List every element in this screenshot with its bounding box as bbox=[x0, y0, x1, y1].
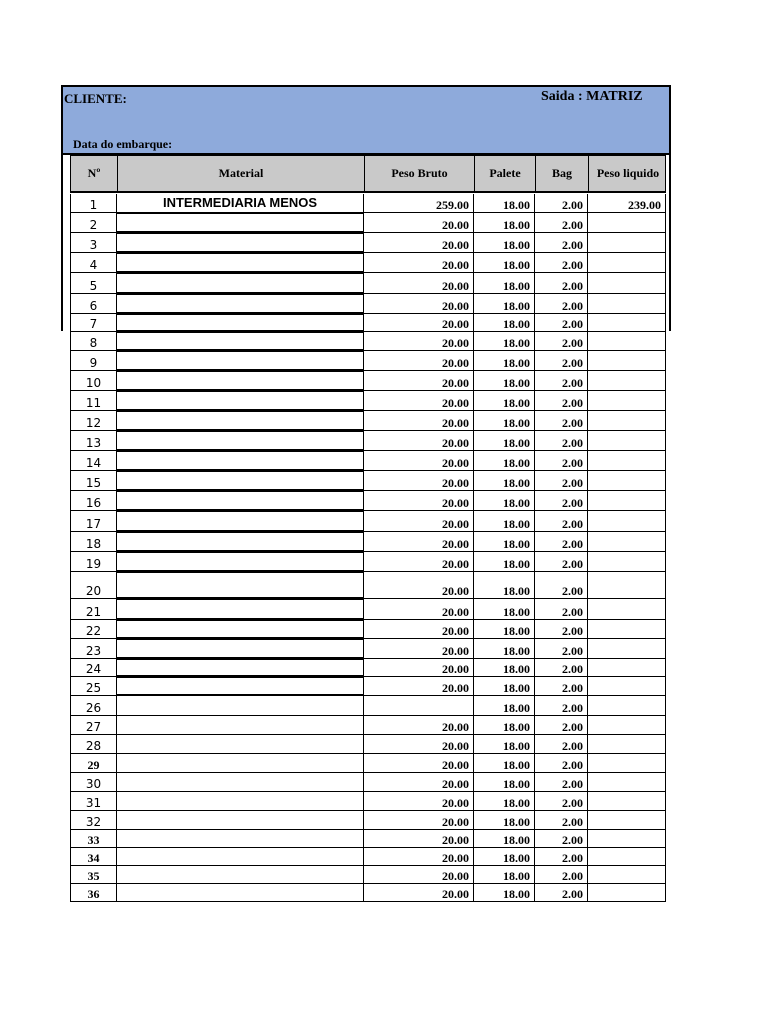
palete-cell[interactable]: 18.00 bbox=[474, 773, 535, 791]
material-cell[interactable] bbox=[117, 884, 364, 901]
bag-cell[interactable]: 2.00 bbox=[535, 391, 588, 410]
bag-cell[interactable]: 2.00 bbox=[535, 294, 588, 313]
peso-liquido-cell[interactable] bbox=[588, 491, 666, 510]
bag-cell[interactable]: 2.00 bbox=[535, 314, 588, 331]
material-cell[interactable] bbox=[117, 332, 364, 350]
row-number: 18 bbox=[70, 532, 117, 551]
bag-cell[interactable]: 2.00 bbox=[535, 194, 588, 212]
row-number: 34 bbox=[70, 848, 117, 865]
peso-liquido-cell[interactable] bbox=[588, 696, 666, 715]
material-cell[interactable] bbox=[117, 639, 364, 658]
palete-cell[interactable]: 18.00 bbox=[474, 233, 535, 252]
row-number: 32 bbox=[70, 811, 117, 829]
bag-cell[interactable]: 2.00 bbox=[535, 213, 588, 232]
palete-cell[interactable]: 18.00 bbox=[474, 491, 535, 510]
row-number: 9 bbox=[70, 351, 117, 370]
bag-cell[interactable]: 2.00 bbox=[535, 351, 588, 370]
peso-liquido-cell[interactable] bbox=[588, 511, 666, 531]
peso-liquido-cell[interactable] bbox=[588, 332, 666, 350]
peso-liquido-cell[interactable] bbox=[588, 677, 666, 695]
table-row bbox=[70, 194, 666, 213]
peso-liquido-cell[interactable] bbox=[588, 792, 666, 810]
material-cell[interactable] bbox=[117, 371, 364, 390]
peso-liquido-cell[interactable] bbox=[588, 884, 666, 901]
peso-liquido-cell[interactable] bbox=[588, 351, 666, 370]
table-row bbox=[70, 659, 666, 677]
material-cell[interactable] bbox=[117, 848, 364, 865]
table-header bbox=[70, 155, 666, 193]
table-row bbox=[70, 639, 666, 659]
material-cell[interactable] bbox=[117, 811, 364, 829]
peso-liquido-cell[interactable] bbox=[588, 273, 666, 293]
peso-bruto-cell[interactable]: 20.00 bbox=[364, 332, 474, 350]
table-row bbox=[70, 552, 666, 572]
row-number: 25 bbox=[70, 677, 117, 695]
peso-liquido-cell[interactable] bbox=[588, 371, 666, 390]
bag-cell[interactable]: 2.00 bbox=[535, 848, 588, 865]
peso-bruto-cell[interactable]: 20.00 bbox=[364, 773, 474, 791]
bag-cell[interactable]: 2.00 bbox=[535, 830, 588, 847]
bag-cell[interactable]: 2.00 bbox=[535, 471, 588, 490]
palete-cell[interactable]: 18.00 bbox=[474, 620, 535, 638]
bag-cell[interactable]: 2.00 bbox=[535, 696, 588, 715]
row-number: 13 bbox=[70, 431, 117, 450]
material-cell[interactable]: INTERMEDIARIA MENOS bbox=[117, 194, 364, 212]
peso-bruto-cell[interactable]: 20.00 bbox=[364, 451, 474, 470]
material-cell[interactable] bbox=[117, 716, 364, 734]
palete-cell[interactable]: 18.00 bbox=[474, 848, 535, 865]
peso-bruto-cell[interactable]: 20.00 bbox=[364, 792, 474, 810]
table-row bbox=[70, 735, 666, 754]
material-cell[interactable] bbox=[117, 572, 364, 598]
material-cell[interactable] bbox=[117, 511, 364, 531]
palete-cell[interactable]: 18.00 bbox=[474, 314, 535, 331]
palete-cell[interactable]: 18.00 bbox=[474, 735, 535, 753]
palete-cell[interactable]: 18.00 bbox=[474, 639, 535, 658]
table-row bbox=[70, 431, 666, 451]
peso-liquido-cell[interactable]: 239.00 bbox=[588, 194, 666, 212]
table-row bbox=[70, 451, 666, 471]
palete-cell[interactable]: 18.00 bbox=[474, 884, 535, 901]
col-palete: Palete bbox=[475, 156, 536, 191]
table-row bbox=[70, 294, 666, 314]
peso-liquido-cell[interactable] bbox=[588, 866, 666, 883]
palete-cell[interactable]: 18.00 bbox=[474, 451, 535, 470]
bag-cell[interactable]: 2.00 bbox=[535, 659, 588, 676]
palete-cell[interactable]: 18.00 bbox=[474, 511, 535, 531]
material-cell[interactable] bbox=[117, 754, 364, 772]
bag-cell[interactable]: 2.00 bbox=[535, 491, 588, 510]
peso-liquido-cell[interactable] bbox=[588, 532, 666, 551]
peso-liquido-cell[interactable] bbox=[588, 716, 666, 734]
saida-label: Saida : MATRIZ bbox=[541, 89, 643, 104]
palete-cell[interactable]: 18.00 bbox=[474, 213, 535, 232]
table-row bbox=[70, 491, 666, 511]
material-cell[interactable] bbox=[117, 273, 364, 293]
row-number: 6 bbox=[70, 294, 117, 313]
peso-bruto-cell[interactable]: 20.00 bbox=[364, 639, 474, 658]
palete-cell[interactable]: 18.00 bbox=[474, 677, 535, 695]
peso-bruto-cell[interactable]: 20.00 bbox=[364, 677, 474, 695]
row-number: 24 bbox=[70, 659, 117, 676]
bag-cell[interactable]: 2.00 bbox=[535, 371, 588, 390]
bag-cell[interactable]: 2.00 bbox=[535, 511, 588, 531]
material-cell[interactable] bbox=[117, 866, 364, 883]
peso-liquido-cell[interactable] bbox=[588, 773, 666, 791]
row-number: 4 bbox=[70, 253, 117, 272]
table-row bbox=[70, 696, 666, 716]
bag-cell[interactable]: 2.00 bbox=[535, 552, 588, 571]
peso-bruto-cell[interactable]: 20.00 bbox=[364, 830, 474, 847]
peso-liquido-cell[interactable] bbox=[588, 411, 666, 430]
material-cell[interactable] bbox=[117, 233, 364, 252]
bag-cell[interactable]: 2.00 bbox=[535, 451, 588, 470]
client-label: CLIENTE: bbox=[64, 91, 127, 106]
table-row bbox=[70, 351, 666, 371]
row-number: 30 bbox=[70, 773, 117, 791]
bag-cell[interactable]: 2.00 bbox=[535, 332, 588, 350]
peso-liquido-cell[interactable] bbox=[588, 213, 666, 232]
palete-cell[interactable]: 18.00 bbox=[474, 332, 535, 350]
row-number: 26 bbox=[70, 696, 117, 715]
table-row bbox=[70, 620, 666, 639]
row-number: 1 bbox=[70, 194, 117, 212]
peso-liquido-cell[interactable] bbox=[588, 233, 666, 252]
peso-liquido-cell[interactable] bbox=[588, 599, 666, 619]
palete-cell[interactable]: 18.00 bbox=[474, 811, 535, 829]
palete-cell[interactable]: 18.00 bbox=[474, 431, 535, 450]
table-row bbox=[70, 532, 666, 552]
material-cell[interactable] bbox=[117, 599, 364, 619]
bag-cell[interactable]: 2.00 bbox=[535, 792, 588, 810]
row-number: 27 bbox=[70, 716, 117, 734]
bag-cell[interactable]: 2.00 bbox=[535, 639, 588, 658]
material-cell[interactable] bbox=[117, 677, 364, 695]
row-number: 15 bbox=[70, 471, 117, 490]
peso-bruto-cell[interactable]: 20.00 bbox=[364, 884, 474, 901]
material-cell[interactable] bbox=[117, 294, 364, 313]
peso-bruto-cell[interactable]: 20.00 bbox=[364, 213, 474, 232]
table-row bbox=[70, 599, 666, 620]
peso-liquido-cell[interactable] bbox=[588, 572, 666, 598]
palete-cell[interactable]: 18.00 bbox=[474, 716, 535, 734]
peso-bruto-cell[interactable]: 20.00 bbox=[364, 659, 474, 676]
material-cell[interactable] bbox=[117, 792, 364, 810]
peso-bruto-cell[interactable]: 20.00 bbox=[364, 371, 474, 390]
peso-liquido-cell[interactable] bbox=[588, 294, 666, 313]
table-row bbox=[70, 830, 666, 848]
material-cell[interactable] bbox=[117, 471, 364, 490]
table-row bbox=[70, 411, 666, 431]
palete-cell[interactable]: 18.00 bbox=[474, 194, 535, 212]
table-row bbox=[70, 391, 666, 411]
peso-bruto-cell[interactable]: 20.00 bbox=[364, 754, 474, 772]
palete-cell[interactable]: 18.00 bbox=[474, 532, 535, 551]
palete-cell[interactable]: 18.00 bbox=[474, 866, 535, 883]
table-row bbox=[70, 773, 666, 792]
row-number: 14 bbox=[70, 451, 117, 470]
peso-bruto-cell[interactable]: 20.00 bbox=[364, 314, 474, 331]
table-row bbox=[70, 884, 666, 902]
material-cell[interactable] bbox=[117, 391, 364, 410]
table-row bbox=[70, 754, 666, 773]
peso-bruto-cell[interactable]: 20.00 bbox=[364, 233, 474, 252]
row-number: 16 bbox=[70, 491, 117, 510]
palete-cell[interactable]: 18.00 bbox=[474, 572, 535, 598]
row-number: 33 bbox=[70, 830, 117, 847]
peso-liquido-cell[interactable] bbox=[588, 848, 666, 865]
material-cell[interactable] bbox=[117, 314, 364, 331]
row-number: 12 bbox=[70, 411, 117, 430]
row-number: 19 bbox=[70, 552, 117, 571]
bag-cell[interactable]: 2.00 bbox=[535, 599, 588, 619]
peso-bruto-cell[interactable]: 20.00 bbox=[364, 599, 474, 619]
material-cell[interactable] bbox=[117, 552, 364, 571]
palete-cell[interactable]: 18.00 bbox=[474, 792, 535, 810]
col-peso-bruto: Peso Bruto bbox=[365, 156, 475, 191]
material-cell[interactable] bbox=[117, 253, 364, 272]
table-row bbox=[70, 716, 666, 735]
row-number: 8 bbox=[70, 332, 117, 350]
col-bag: Bag bbox=[536, 156, 589, 191]
peso-liquido-cell[interactable] bbox=[588, 830, 666, 847]
peso-bruto-cell[interactable]: 20.00 bbox=[364, 471, 474, 490]
peso-liquido-cell[interactable] bbox=[588, 659, 666, 676]
table-row bbox=[70, 792, 666, 811]
peso-liquido-cell[interactable] bbox=[588, 471, 666, 490]
peso-liquido-cell[interactable] bbox=[588, 314, 666, 331]
table-row bbox=[70, 511, 666, 532]
material-cell[interactable] bbox=[117, 411, 364, 430]
palete-cell[interactable]: 18.00 bbox=[474, 351, 535, 370]
row-number: 22 bbox=[70, 620, 117, 638]
palete-cell[interactable]: 18.00 bbox=[474, 754, 535, 772]
palete-cell[interactable]: 18.00 bbox=[474, 599, 535, 619]
table-row bbox=[70, 471, 666, 491]
table-row bbox=[70, 253, 666, 273]
peso-liquido-cell[interactable] bbox=[588, 451, 666, 470]
table-row bbox=[70, 677, 666, 696]
table-row bbox=[70, 371, 666, 391]
material-cell[interactable] bbox=[117, 830, 364, 847]
palete-cell[interactable]: 18.00 bbox=[474, 696, 535, 715]
material-cell[interactable] bbox=[117, 351, 364, 370]
bag-cell[interactable]: 2.00 bbox=[535, 273, 588, 293]
bag-cell[interactable]: 2.00 bbox=[535, 811, 588, 829]
peso-bruto-cell[interactable]: 20.00 bbox=[364, 491, 474, 510]
material-cell[interactable] bbox=[117, 735, 364, 753]
row-number: 31 bbox=[70, 792, 117, 810]
material-cell[interactable] bbox=[117, 620, 364, 638]
bag-cell[interactable]: 2.00 bbox=[535, 677, 588, 695]
table-row bbox=[70, 332, 666, 351]
table-row bbox=[70, 848, 666, 866]
table-row bbox=[70, 213, 666, 233]
peso-bruto-cell[interactable]: 20.00 bbox=[364, 572, 474, 598]
bag-cell[interactable]: 2.00 bbox=[535, 411, 588, 430]
bag-cell[interactable]: 2.00 bbox=[535, 572, 588, 598]
row-number: 20 bbox=[70, 572, 117, 598]
bag-cell[interactable]: 2.00 bbox=[535, 773, 588, 791]
peso-bruto-cell[interactable]: 20.00 bbox=[364, 294, 474, 313]
row-number: 29 bbox=[70, 754, 117, 772]
row-number: 35 bbox=[70, 866, 117, 883]
palete-cell[interactable]: 18.00 bbox=[474, 552, 535, 571]
peso-bruto-cell[interactable]: 20.00 bbox=[364, 811, 474, 829]
peso-bruto-cell[interactable]: 20.00 bbox=[364, 735, 474, 753]
peso-bruto-cell[interactable]: 20.00 bbox=[364, 273, 474, 293]
palete-cell[interactable]: 18.00 bbox=[474, 471, 535, 490]
header-band bbox=[61, 85, 671, 155]
peso-liquido-cell[interactable] bbox=[588, 391, 666, 410]
table-row bbox=[70, 273, 666, 294]
bag-cell[interactable]: 2.00 bbox=[535, 233, 588, 252]
palete-cell[interactable]: 18.00 bbox=[474, 273, 535, 293]
peso-bruto-cell[interactable]: 20.00 bbox=[364, 532, 474, 551]
peso-bruto-cell[interactable]: 20.00 bbox=[364, 866, 474, 883]
table-row bbox=[70, 866, 666, 884]
outer-border-left bbox=[61, 155, 63, 331]
col-number: Nº bbox=[71, 156, 118, 191]
row-number: 10 bbox=[70, 371, 117, 390]
bag-cell[interactable]: 2.00 bbox=[535, 716, 588, 734]
peso-liquido-cell[interactable] bbox=[588, 735, 666, 753]
peso-bruto-cell[interactable]: 20.00 bbox=[364, 431, 474, 450]
palete-cell[interactable]: 18.00 bbox=[474, 294, 535, 313]
row-number: 5 bbox=[70, 273, 117, 293]
row-number: 21 bbox=[70, 599, 117, 619]
col-peso-liquido: Peso liquido bbox=[596, 166, 660, 180]
palete-cell[interactable]: 18.00 bbox=[474, 253, 535, 272]
material-cell[interactable] bbox=[117, 213, 364, 232]
peso-bruto-cell[interactable]: 20.00 bbox=[364, 620, 474, 638]
row-number: 36 bbox=[70, 884, 117, 901]
peso-bruto-cell[interactable] bbox=[364, 696, 474, 715]
row-number: 11 bbox=[70, 391, 117, 410]
material-cell[interactable] bbox=[117, 431, 364, 450]
palete-cell[interactable]: 18.00 bbox=[474, 391, 535, 410]
material-cell[interactable] bbox=[117, 532, 364, 551]
table-row bbox=[70, 572, 666, 599]
row-number: 28 bbox=[70, 735, 117, 753]
bag-cell[interactable]: 2.00 bbox=[535, 431, 588, 450]
material-cell[interactable] bbox=[117, 491, 364, 510]
peso-liquido-cell[interactable] bbox=[588, 431, 666, 450]
table-row bbox=[70, 233, 666, 253]
peso-bruto-cell[interactable]: 20.00 bbox=[364, 253, 474, 272]
row-number: 23 bbox=[70, 639, 117, 658]
outer-border-right bbox=[669, 155, 671, 331]
peso-bruto-cell[interactable]: 20.00 bbox=[364, 848, 474, 865]
palete-cell[interactable]: 18.00 bbox=[474, 659, 535, 676]
palete-cell[interactable]: 18.00 bbox=[474, 830, 535, 847]
table-row bbox=[70, 811, 666, 830]
material-cell[interactable] bbox=[117, 696, 364, 715]
peso-bruto-cell[interactable]: 20.00 bbox=[364, 411, 474, 430]
row-number: 2 bbox=[70, 213, 117, 232]
row-number: 7 bbox=[70, 314, 117, 331]
bag-cell[interactable]: 2.00 bbox=[535, 532, 588, 551]
bag-cell[interactable]: 2.00 bbox=[535, 253, 588, 272]
bag-cell[interactable]: 2.00 bbox=[535, 620, 588, 638]
material-cell[interactable] bbox=[117, 451, 364, 470]
peso-bruto-cell[interactable]: 20.00 bbox=[364, 391, 474, 410]
row-number: 17 bbox=[70, 511, 117, 531]
peso-bruto-cell[interactable]: 20.00 bbox=[364, 716, 474, 734]
shipment-date-label: Data do embarque: bbox=[73, 137, 173, 151]
peso-liquido-cell[interactable] bbox=[588, 552, 666, 571]
palete-cell[interactable]: 18.00 bbox=[474, 371, 535, 390]
peso-liquido-cell[interactable] bbox=[588, 811, 666, 829]
material-cell[interactable] bbox=[117, 773, 364, 791]
bag-cell[interactable]: 2.00 bbox=[535, 754, 588, 772]
bag-cell[interactable]: 2.00 bbox=[535, 735, 588, 753]
peso-liquido-cell[interactable] bbox=[588, 754, 666, 772]
peso-liquido-cell[interactable] bbox=[588, 620, 666, 638]
table-row bbox=[70, 314, 666, 332]
col-material: Material bbox=[118, 156, 365, 191]
peso-liquido-cell[interactable] bbox=[588, 253, 666, 272]
palete-cell[interactable]: 18.00 bbox=[474, 411, 535, 430]
bag-cell[interactable]: 2.00 bbox=[535, 866, 588, 883]
material-cell[interactable] bbox=[117, 659, 364, 676]
peso-bruto-cell[interactable]: 20.00 bbox=[364, 511, 474, 531]
peso-bruto-cell[interactable]: 20.00 bbox=[364, 552, 474, 571]
peso-liquido-cell[interactable] bbox=[588, 639, 666, 658]
peso-bruto-cell[interactable]: 20.00 bbox=[364, 351, 474, 370]
bag-cell[interactable]: 2.00 bbox=[535, 884, 588, 901]
peso-bruto-cell[interactable]: 259.00 bbox=[364, 194, 474, 212]
row-number: 3 bbox=[70, 233, 117, 252]
